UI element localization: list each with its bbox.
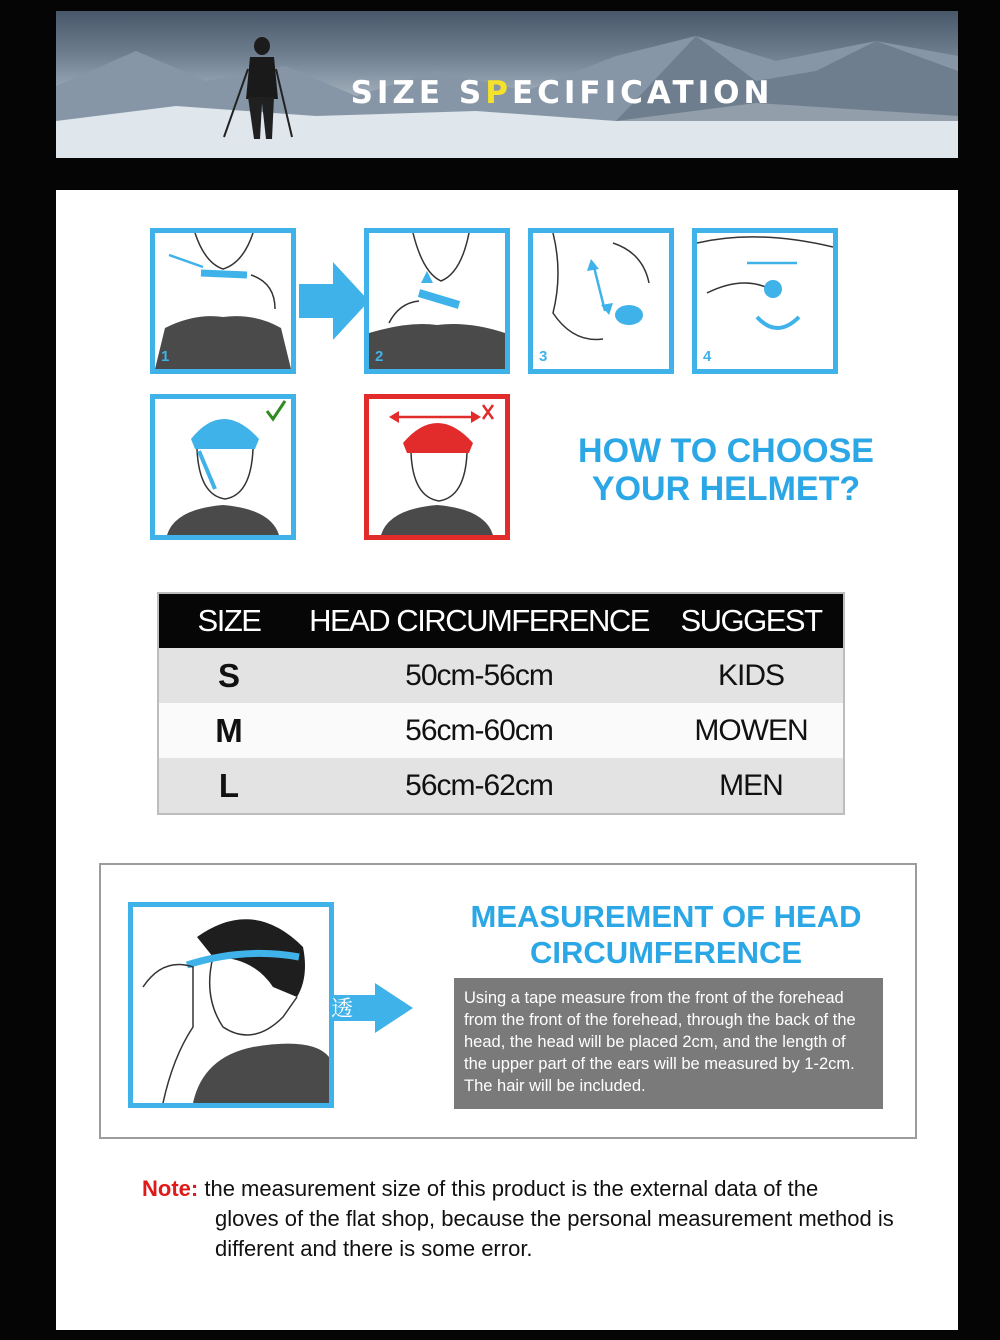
table-row	[158, 648, 844, 703]
arrow-right-icon	[329, 983, 413, 1033]
column-header: SUGGEST	[659, 593, 844, 648]
banner-title: SIZE SPECIFICATION	[350, 75, 774, 111]
circumference-cell: 56cm-60cm	[299, 703, 659, 758]
hero-banner	[56, 11, 958, 158]
size-cell: M	[158, 703, 299, 758]
column-header: HEAD CIRCUMFERENCE	[299, 593, 659, 648]
column-header: SIZE	[158, 593, 299, 648]
arrow-glyph: 透	[331, 997, 354, 1022]
measurement-description: Using a tape measure from the front of the forehead from the front of the forehead, through the back of the head, the head will be placed 2cm, and the length of the upper part of the ears will be measured by 1-2cm. The hair will be included.	[454, 978, 883, 1109]
table-row	[158, 758, 844, 814]
helmet-wrong-fit-image	[364, 394, 510, 540]
helmet-correct-fit-image	[150, 394, 296, 540]
suggest-cell: KIDS	[659, 648, 844, 703]
circumference-cell: 50cm-56cm	[299, 648, 659, 703]
size-cell: L	[158, 758, 299, 814]
step-3-image: 3	[528, 228, 674, 374]
note-label: Note:	[142, 1176, 199, 1201]
measurement-heading: MEASUREMENT OF HEAD CIRCUMFERENCE	[470, 899, 862, 970]
table-header-row	[158, 593, 844, 648]
head-measure-image	[128, 902, 334, 1108]
step-4-image: 4	[692, 228, 838, 374]
step-2-image: 2	[364, 228, 510, 374]
note-rest: gloves of the flat shop, because the personal measurement method is different and there is some error.	[215, 1206, 894, 1261]
size-table	[157, 592, 845, 815]
note-text	[142, 1174, 922, 1264]
cross-icon	[483, 405, 493, 419]
circumference-cell: 56cm-62cm	[299, 758, 659, 814]
how-to-choose-heading: HOW TO CHOOSE YOUR HELMET?	[578, 432, 874, 508]
measurement-section	[99, 863, 917, 1139]
size-cell: S	[158, 648, 299, 703]
suggest-cell: MOWEN	[659, 703, 844, 758]
step-1-image: 1	[150, 228, 296, 374]
note-line1: the measurement size of this product is the external data of the	[204, 1176, 819, 1201]
suggest-cell: MEN	[659, 758, 844, 814]
arrow-right-icon	[299, 262, 369, 340]
table-row	[158, 703, 844, 758]
content-panel	[56, 190, 958, 1330]
checkmark-icon	[267, 401, 285, 419]
